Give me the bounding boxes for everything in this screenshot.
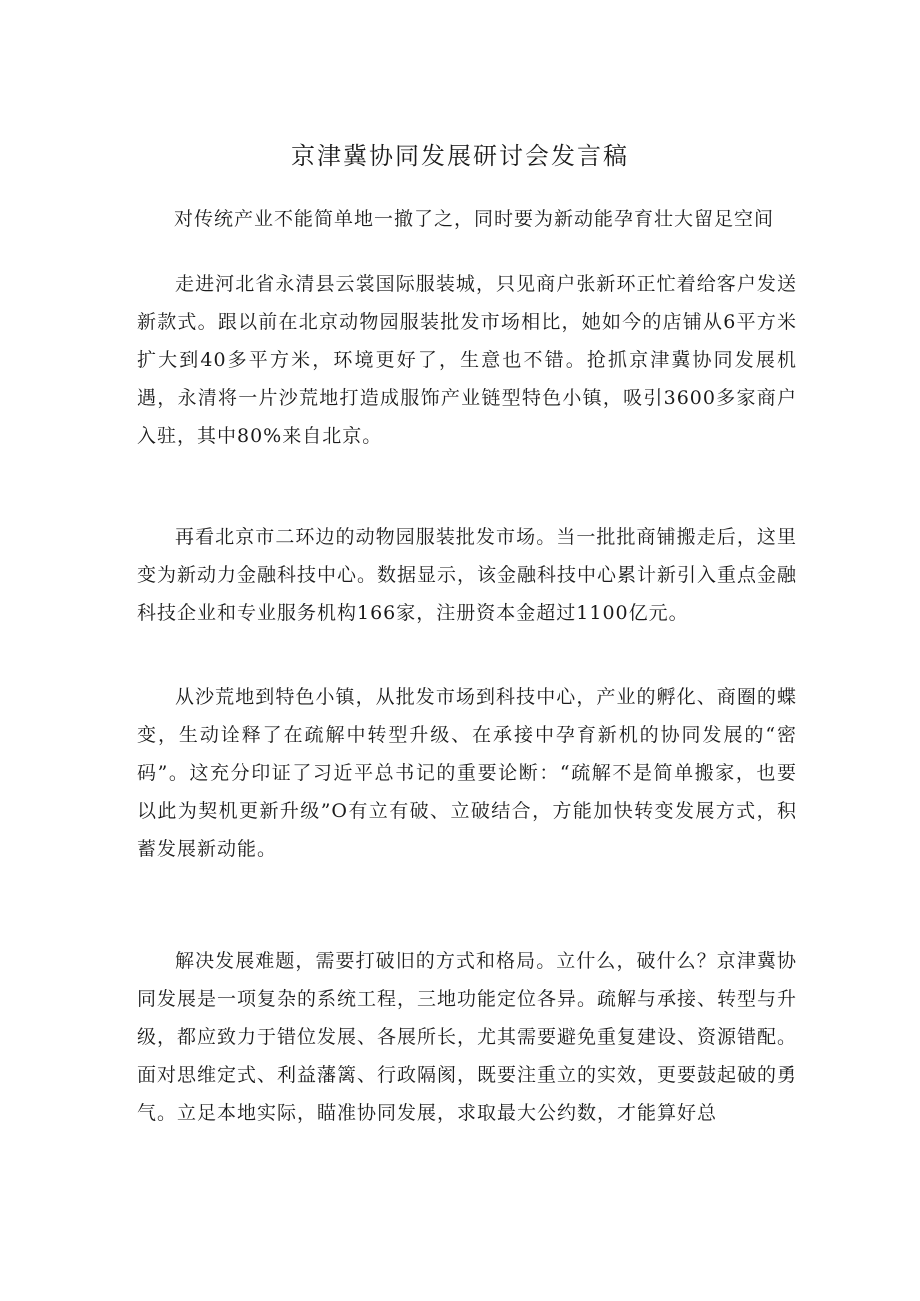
paragraph: 再看北京市二环边的动物园服装批发市场。当一批批商铺搬走后，这里变为新动力金融科技中心。数据显示，该金融科技中心累计新引入重点金融科技企业和专业服务机构166家，注册资本金超过1100亿元。 bbox=[137, 526, 798, 624]
paragraph: 走进河北省永清县云裳国际服装城，只见商户张新环正忙着给客户发送新款式。跟以前在北京动物园服装批发市场相比，她如今的店铺从6平方米扩大到40多平方米，环境更好了，生意也不错。抢抓京津冀协同发展机遇，永清将一片沙荒地打造成服饰产业链型特色小镇，吸引3600多家商户入驻，其中80%来自北京。 bbox=[137, 273, 797, 447]
document-subtitle: 对传统产业不能简单地一撤了之，同时要为新动能孕育壮大留足空间 bbox=[174, 208, 775, 230]
paragraph: 从沙荒地到特色小镇，从批发市场到科技中心，产业的孵化、商圈的蝶变，生动诠释了在疏解中转型升级、在承接中孕育新机的协同发展的“密码”。这充分印证了习近平总书记的重要论断：“疏解不是简单搬家，也要以此为契机更新升级”O有立有破、立破结合，方能加快转变发展方式，积蓄发展新动能。 bbox=[137, 686, 797, 860]
document-title: 京津冀协同发展研讨会发言稿 bbox=[291, 142, 629, 170]
paragraph: 解决发展难题，需要打破旧的方式和格局。立什么，破什么？京津冀协同发展是一项复杂的系统工程，三地功能定位各异。疏解与承接、转型与升级，都应致力于错位发展、各展所长，尤其需要避免重复建设、资源错配。面对思维定式、利益藩篱、行政隔阂，既要注重立的实效，更要鼓起破的勇气。立足本地实际，瞄准协同发展，求取最大公约数，才能算好总 bbox=[137, 950, 798, 1124]
